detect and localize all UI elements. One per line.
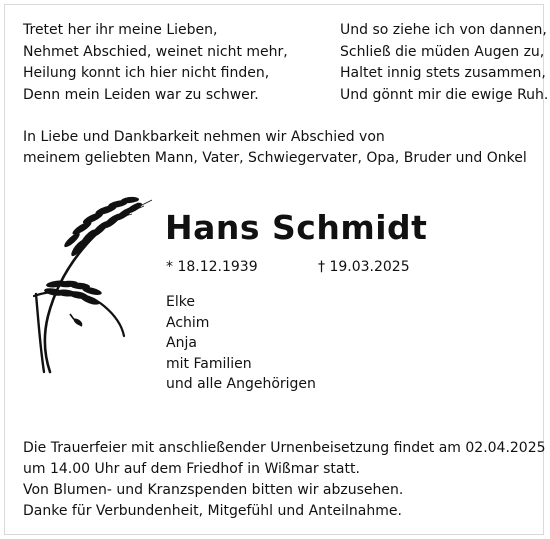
intro-line: In Liebe und Dankbarkeit nehmen wir Abschied von <box>23 129 385 145</box>
poem-line: Denn mein Leiden war zu schwer. <box>23 86 259 103</box>
notice-line: Die Trauerfeier mit anschließender Urnenbeisetzung findet am 02.04.2025 <box>23 440 546 456</box>
funeral-notice <box>23 438 546 522</box>
poem-line: Haltet innig stets zusammen, <box>340 65 546 81</box>
mourners-list <box>166 292 316 395</box>
poem-line: Tretet her ihr meine Lieben, <box>23 22 218 38</box>
mourner: Anja <box>166 335 197 351</box>
mourner: mit Familien <box>166 355 252 372</box>
birth-date: * 18.12.1939 <box>166 259 258 275</box>
deceased-name: Hans Schmidt <box>165 208 428 247</box>
wheat-icon <box>26 196 156 376</box>
poem-line: Und so ziehe ich von dannen, <box>340 22 547 38</box>
intro-line: meinem geliebten Mann, Vater, Schwiegervater, Opa, Bruder und Onkel <box>23 150 527 166</box>
poem-left <box>23 20 288 106</box>
mourner: Elke <box>166 294 195 310</box>
poem-right <box>340 20 548 106</box>
intro-text <box>23 127 527 169</box>
poem-line: Schließ die müden Augen zu, <box>340 43 545 60</box>
mourner: Achim <box>166 314 210 331</box>
poem-line: Heilung konnt ich hier nicht finden, <box>23 65 270 81</box>
notice-line: Danke für Verbundenheit, Mitgefühl und Anteilnahme. <box>23 503 402 519</box>
poem-line: Und gönnt mir die ewige Ruh. <box>340 86 549 103</box>
notice-line: Von Blumen- und Kranzspenden bitten wir abzusehen. <box>23 482 404 498</box>
poem-line: Nehmet Abschied, weinet nicht mehr, <box>23 43 288 60</box>
mourner: und alle Angehörigen <box>166 376 316 392</box>
death-date: † 19.03.2025 <box>318 259 410 275</box>
notice-line: um 14.00 Uhr auf dem Friedhof in Wißmar statt. <box>23 461 360 477</box>
